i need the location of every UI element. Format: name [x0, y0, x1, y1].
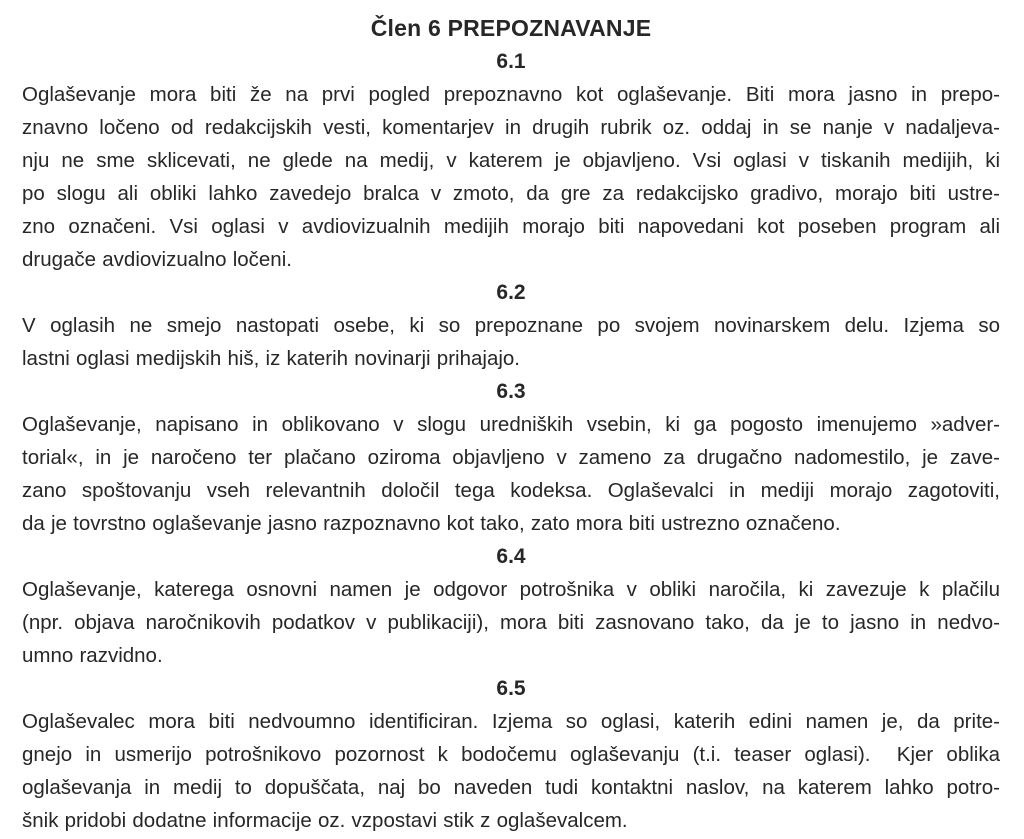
section-number-6-5: 6.5 [496, 677, 526, 700]
text-line: zno označeni. Vsi oglasi v avdiovizualnih medijih morajo biti napovedani kot poseben program ali [22, 215, 1000, 238]
text-line: zano spoštovanju vseh relevantnih določil tega kodeksa. Oglaševalci in mediji morajo zagotoviti, [22, 479, 1000, 502]
section-6-3 [22, 375, 1000, 540]
section-6-4 [22, 540, 1000, 672]
text-line: Oglaševalec mora biti nedvoumno identificiran. Izjema so oglasi, katerih edini namen je, da prite- [22, 710, 1000, 733]
section-6-2 [22, 276, 1000, 375]
article-title: Člen 6 PREPOZNAVANJE [370, 15, 652, 41]
text-line: šnik pridobi dodatne informacije oz. vzpostavi stik z oglaševalcem. [22, 809, 628, 832]
text-line: (npr. objava naročnikovih podatkov v publikaciji), mora biti zasnovano tako, da je to jasno in nedvo- [22, 611, 1000, 634]
text-line: umno razvidno. [22, 644, 163, 667]
section-number-6-3: 6.3 [496, 380, 526, 403]
text-line: nju ne sme sklicevati, ne glede na medij, v katerem je objavljeno. Vsi oglasi v tiskanih medijih, ki [22, 149, 1000, 172]
text-line: Oglaševanje, katerega osnovni namen je odgovor potrošnika v obliki naročila, ki zavezuje k plačilu [22, 578, 1000, 601]
text-line: gnejo in usmerijo potrošnikovo pozornost k bodočemu oglaševanju (t.i. teaser oglasi). Kjer oblika [22, 743, 1000, 766]
text-line: lastni oglasi medijskih hiš, iz katerih novinarji prihajajo. [22, 347, 521, 370]
text-line: Oglaševanje mora biti že na prvi pogled prepoznavno kot oglaševanje. Biti mora jasno in prepo- [22, 83, 1000, 106]
text-line: po slogu ali obliki lahko zavedejo bralca v zmoto, da gre za redakcijsko gradivo, morajo biti ustre- [22, 182, 1000, 205]
text-line: znavno ločeno od redakcijskih vesti, komentarjev in drugih rubrik oz. oddaj in se nanje v nadaljeva- [22, 116, 1000, 139]
section-number-6-1: 6.1 [496, 50, 526, 73]
text-line: Oglaševanje, napisano in oblikovano v slogu uredniških vsebin, ki ga pogosto imenujemo »adver- [22, 413, 1000, 436]
section-number-6-4: 6.4 [496, 545, 526, 568]
text-line: drugače avdiovizualno ločeni. [22, 248, 292, 271]
text-line: oglaševanja in medij to dopuščata, naj bo naveden tudi kontaktni naslov, na katerem lahko potro- [22, 776, 1000, 799]
text-line: da je tovrstno oglaševanje jasno razpoznavno kot tako, zato mora biti ustrezno označeno. [22, 512, 841, 535]
text-line: torial«, in je naročeno ter plačano oziroma objavljeno v zameno za drugačno nadomestilo, je zave- [22, 446, 1000, 469]
section-6-5 [22, 672, 1000, 837]
section-6-1 [22, 45, 1000, 276]
section-number-6-2: 6.2 [496, 281, 526, 304]
text-line: V oglasih ne smejo nastopati osebe, ki so prepoznane po svojem novinarskem delu. Izjema so [22, 314, 1000, 337]
